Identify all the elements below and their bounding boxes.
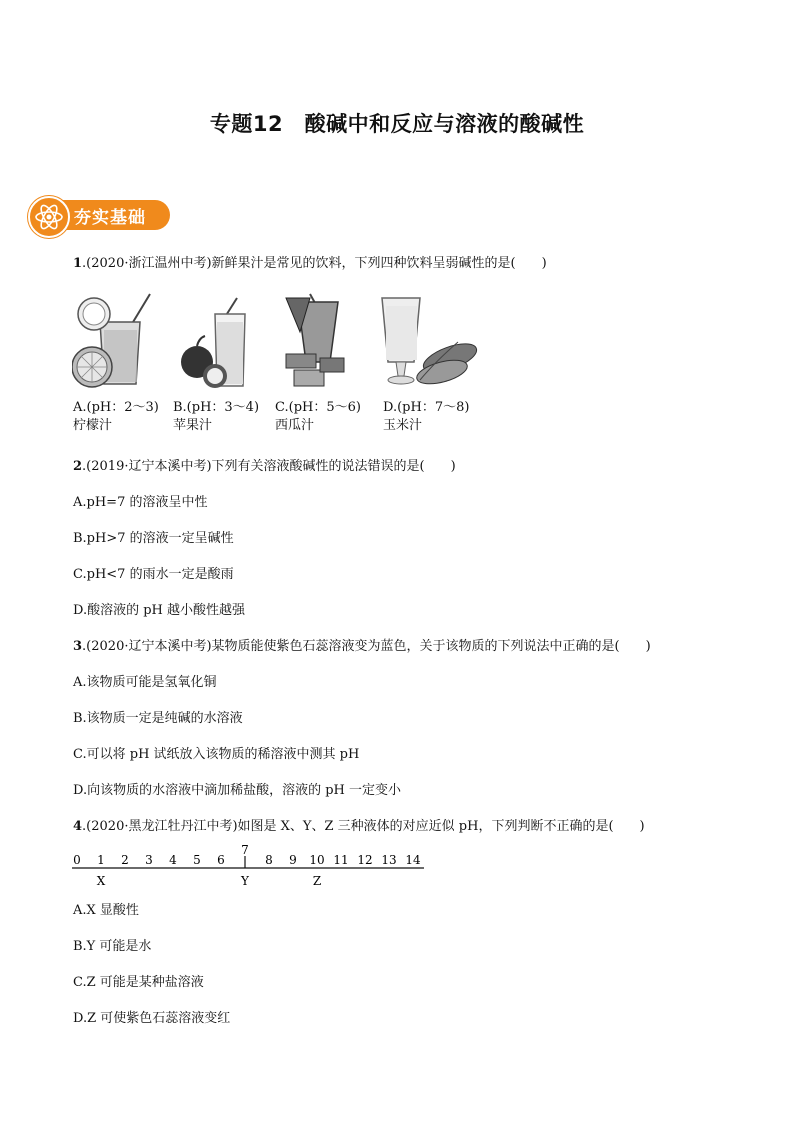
corn-juice-icon: [380, 292, 480, 396]
question-1: 1.(2020·浙江温州中考)新鲜果汁是常见的饮料，下列四种饮料呈弱碱性的是( ): [73, 256, 547, 271]
ph-tick-label: 8: [265, 853, 273, 867]
q3-option-c: C.可以将 pH 试纸放入该物质的稀溶液中测其 pH: [73, 747, 360, 762]
apple-juice-icon: [175, 292, 260, 396]
ph-tick-label: 0: [73, 853, 81, 867]
page-title: 专题12 酸碱中和反应与溶液的酸碱性: [209, 112, 585, 136]
q4-option-c: C.Z 可能是某种盐溶液: [73, 975, 204, 990]
ph-tick-label: 11: [333, 853, 349, 867]
q2-option-d: D.酸溶液的 pH 越小酸性越强: [73, 603, 246, 618]
q1-option-b: B.(pH：3～4) 苹果汁: [173, 400, 260, 433]
ph-tick-label: 4: [169, 853, 177, 867]
ph-tick-label: 12: [357, 853, 373, 867]
q2-option-a: A.pH=7 的溶液呈中性: [73, 495, 208, 510]
ph-tick-label: 2: [121, 853, 129, 867]
q3-option-a: A.该物质可能是氢氧化铜: [73, 675, 217, 690]
ph-marker-x: X: [96, 874, 106, 888]
atom-icon: [28, 196, 70, 238]
ph-tick-label: 10: [309, 853, 325, 867]
q1-option-c: C.(pH：5～6) 西瓜汁: [275, 400, 361, 433]
lemon-juice-icon: [72, 292, 157, 396]
ph-marker-z: Z: [312, 874, 322, 888]
q2-option-c: C.pH<7 的雨水一定是酸雨: [73, 567, 234, 582]
ph-tick-label: 7: [241, 843, 249, 857]
ph-scale: [72, 840, 432, 890]
ph-tick-label: 14: [405, 853, 421, 867]
q1-option-a: A.(pH：2～3) 柠檬汁: [73, 400, 159, 433]
question-2: 2.(2019·辽宁本溪中考)下列有关溶液酸碱性的说法错误的是( ): [73, 459, 456, 474]
ph-tick-label: 3: [145, 853, 153, 867]
ph-marker-y: Y: [241, 874, 249, 888]
watermelon-juice-icon: [280, 292, 360, 396]
q4-option-d: D.Z 可使紫色石蕊溶液变红: [73, 1011, 231, 1026]
ph-tick-label: 6: [217, 853, 225, 867]
section-badge: [28, 196, 170, 234]
ph-tick-label: 5: [193, 853, 201, 867]
section-label: 夯实基础: [74, 208, 146, 228]
question-3: 3.(2020·辽宁本溪中考)某物质能使紫色石蕊溶液变为蓝色，关于该物质的下列说法中正确的是( ): [73, 639, 651, 654]
q3-option-d: D.向该物质的水溶液中滴加稀盐酸，溶液的 pH 一定变小: [73, 783, 402, 798]
question-4: 4.(2020·黑龙江牡丹江中考)如图是 X、Y、Z 三种液体的对应近似 pH，下列判断不正确的是( ): [73, 819, 645, 834]
ph-tick-label: 1: [97, 853, 105, 867]
q2-option-b: B.pH>7 的溶液一定呈碱性: [73, 531, 234, 546]
q3-option-b: B.该物质一定是纯碱的水溶液: [73, 711, 243, 726]
q4-option-b: B.Y 可能是水: [73, 939, 152, 954]
ph-tick-label: 13: [381, 853, 397, 867]
q4-option-a: A.X 显酸性: [73, 903, 139, 918]
q1-option-d: D.(pH：7～8) 玉米汁: [383, 400, 470, 433]
ph-tick-label: 9: [289, 853, 297, 867]
